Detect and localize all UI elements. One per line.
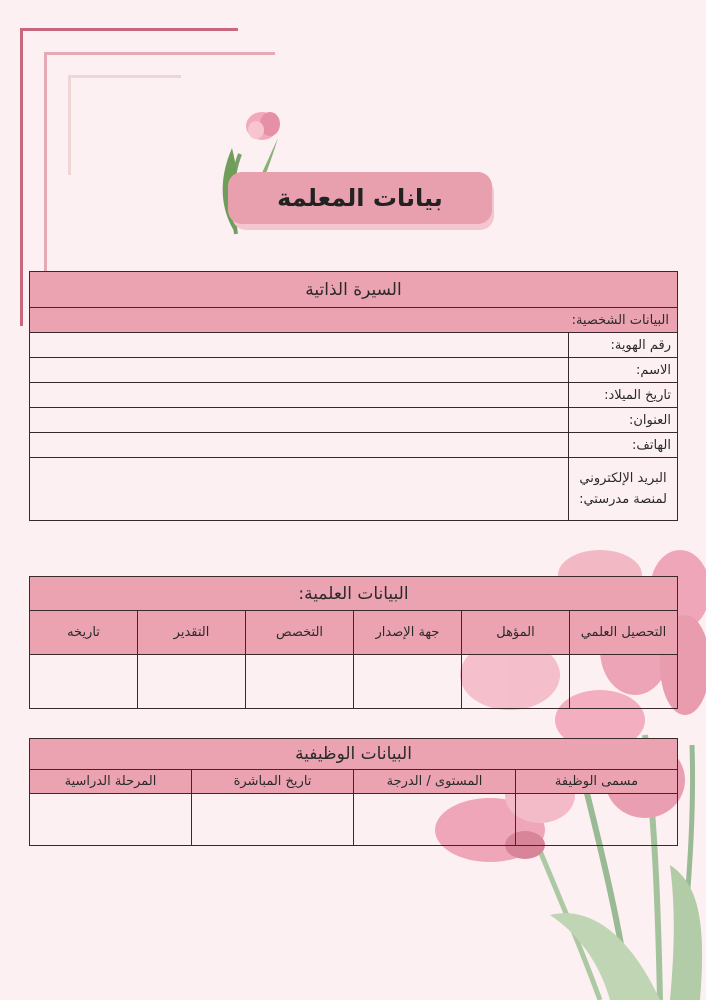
cv-title: السيرة الذاتية bbox=[30, 272, 678, 308]
col-header-stage: المرحلة الدراسية bbox=[30, 770, 192, 794]
title-block bbox=[218, 110, 498, 240]
col-header-level: المستوى / الدرجة bbox=[354, 770, 516, 794]
academic-table bbox=[29, 576, 678, 709]
job-title: البيانات الوظيفية bbox=[30, 739, 678, 770]
field-label-birthdate: تاريخ الميلاد: bbox=[569, 383, 678, 408]
field-label-phone: الهاتف: bbox=[569, 433, 678, 458]
field-value-email[interactable] bbox=[30, 458, 569, 521]
col-header-qualification: المؤهل bbox=[462, 611, 570, 655]
personal-data-label: البيانات الشخصية: bbox=[30, 308, 678, 333]
field-value-address[interactable] bbox=[30, 408, 569, 433]
job-table bbox=[29, 738, 678, 846]
academic-title: البيانات العلمية: bbox=[30, 577, 678, 611]
field-value-name[interactable] bbox=[30, 358, 569, 383]
col-header-attainment: التحصيل العلمي bbox=[570, 611, 678, 655]
field-label-id: رقم الهوية: bbox=[569, 333, 678, 358]
col-header-date: تاريخه bbox=[30, 611, 138, 655]
academic-cell[interactable] bbox=[570, 655, 678, 709]
field-label-name: الاسم: bbox=[569, 358, 678, 383]
job-cell[interactable] bbox=[354, 794, 516, 846]
field-label-email: البريد الإلكتروني لمنصة مدرستي: bbox=[569, 458, 678, 521]
academic-cell[interactable] bbox=[30, 655, 138, 709]
job-cell[interactable] bbox=[192, 794, 354, 846]
field-value-phone[interactable] bbox=[30, 433, 569, 458]
academic-cell[interactable] bbox=[462, 655, 570, 709]
field-value-birthdate[interactable] bbox=[30, 383, 569, 408]
job-cell[interactable] bbox=[516, 794, 678, 846]
frame-line-inner bbox=[68, 75, 181, 175]
page-title: بيانات المعلمة bbox=[228, 172, 492, 224]
col-header-specialization: التخصص bbox=[246, 611, 354, 655]
col-header-grade: التقدير bbox=[138, 611, 246, 655]
col-header-issuer: جهة الإصدار bbox=[354, 611, 462, 655]
col-header-start-date: تاريخ المباشرة bbox=[192, 770, 354, 794]
cv-table bbox=[29, 271, 678, 521]
academic-cell[interactable] bbox=[246, 655, 354, 709]
academic-cell[interactable] bbox=[138, 655, 246, 709]
academic-cell[interactable] bbox=[354, 655, 462, 709]
field-label-address: العنوان: bbox=[569, 408, 678, 433]
job-cell[interactable] bbox=[30, 794, 192, 846]
field-value-id[interactable] bbox=[30, 333, 569, 358]
col-header-job-title: مسمى الوظيفة bbox=[516, 770, 678, 794]
